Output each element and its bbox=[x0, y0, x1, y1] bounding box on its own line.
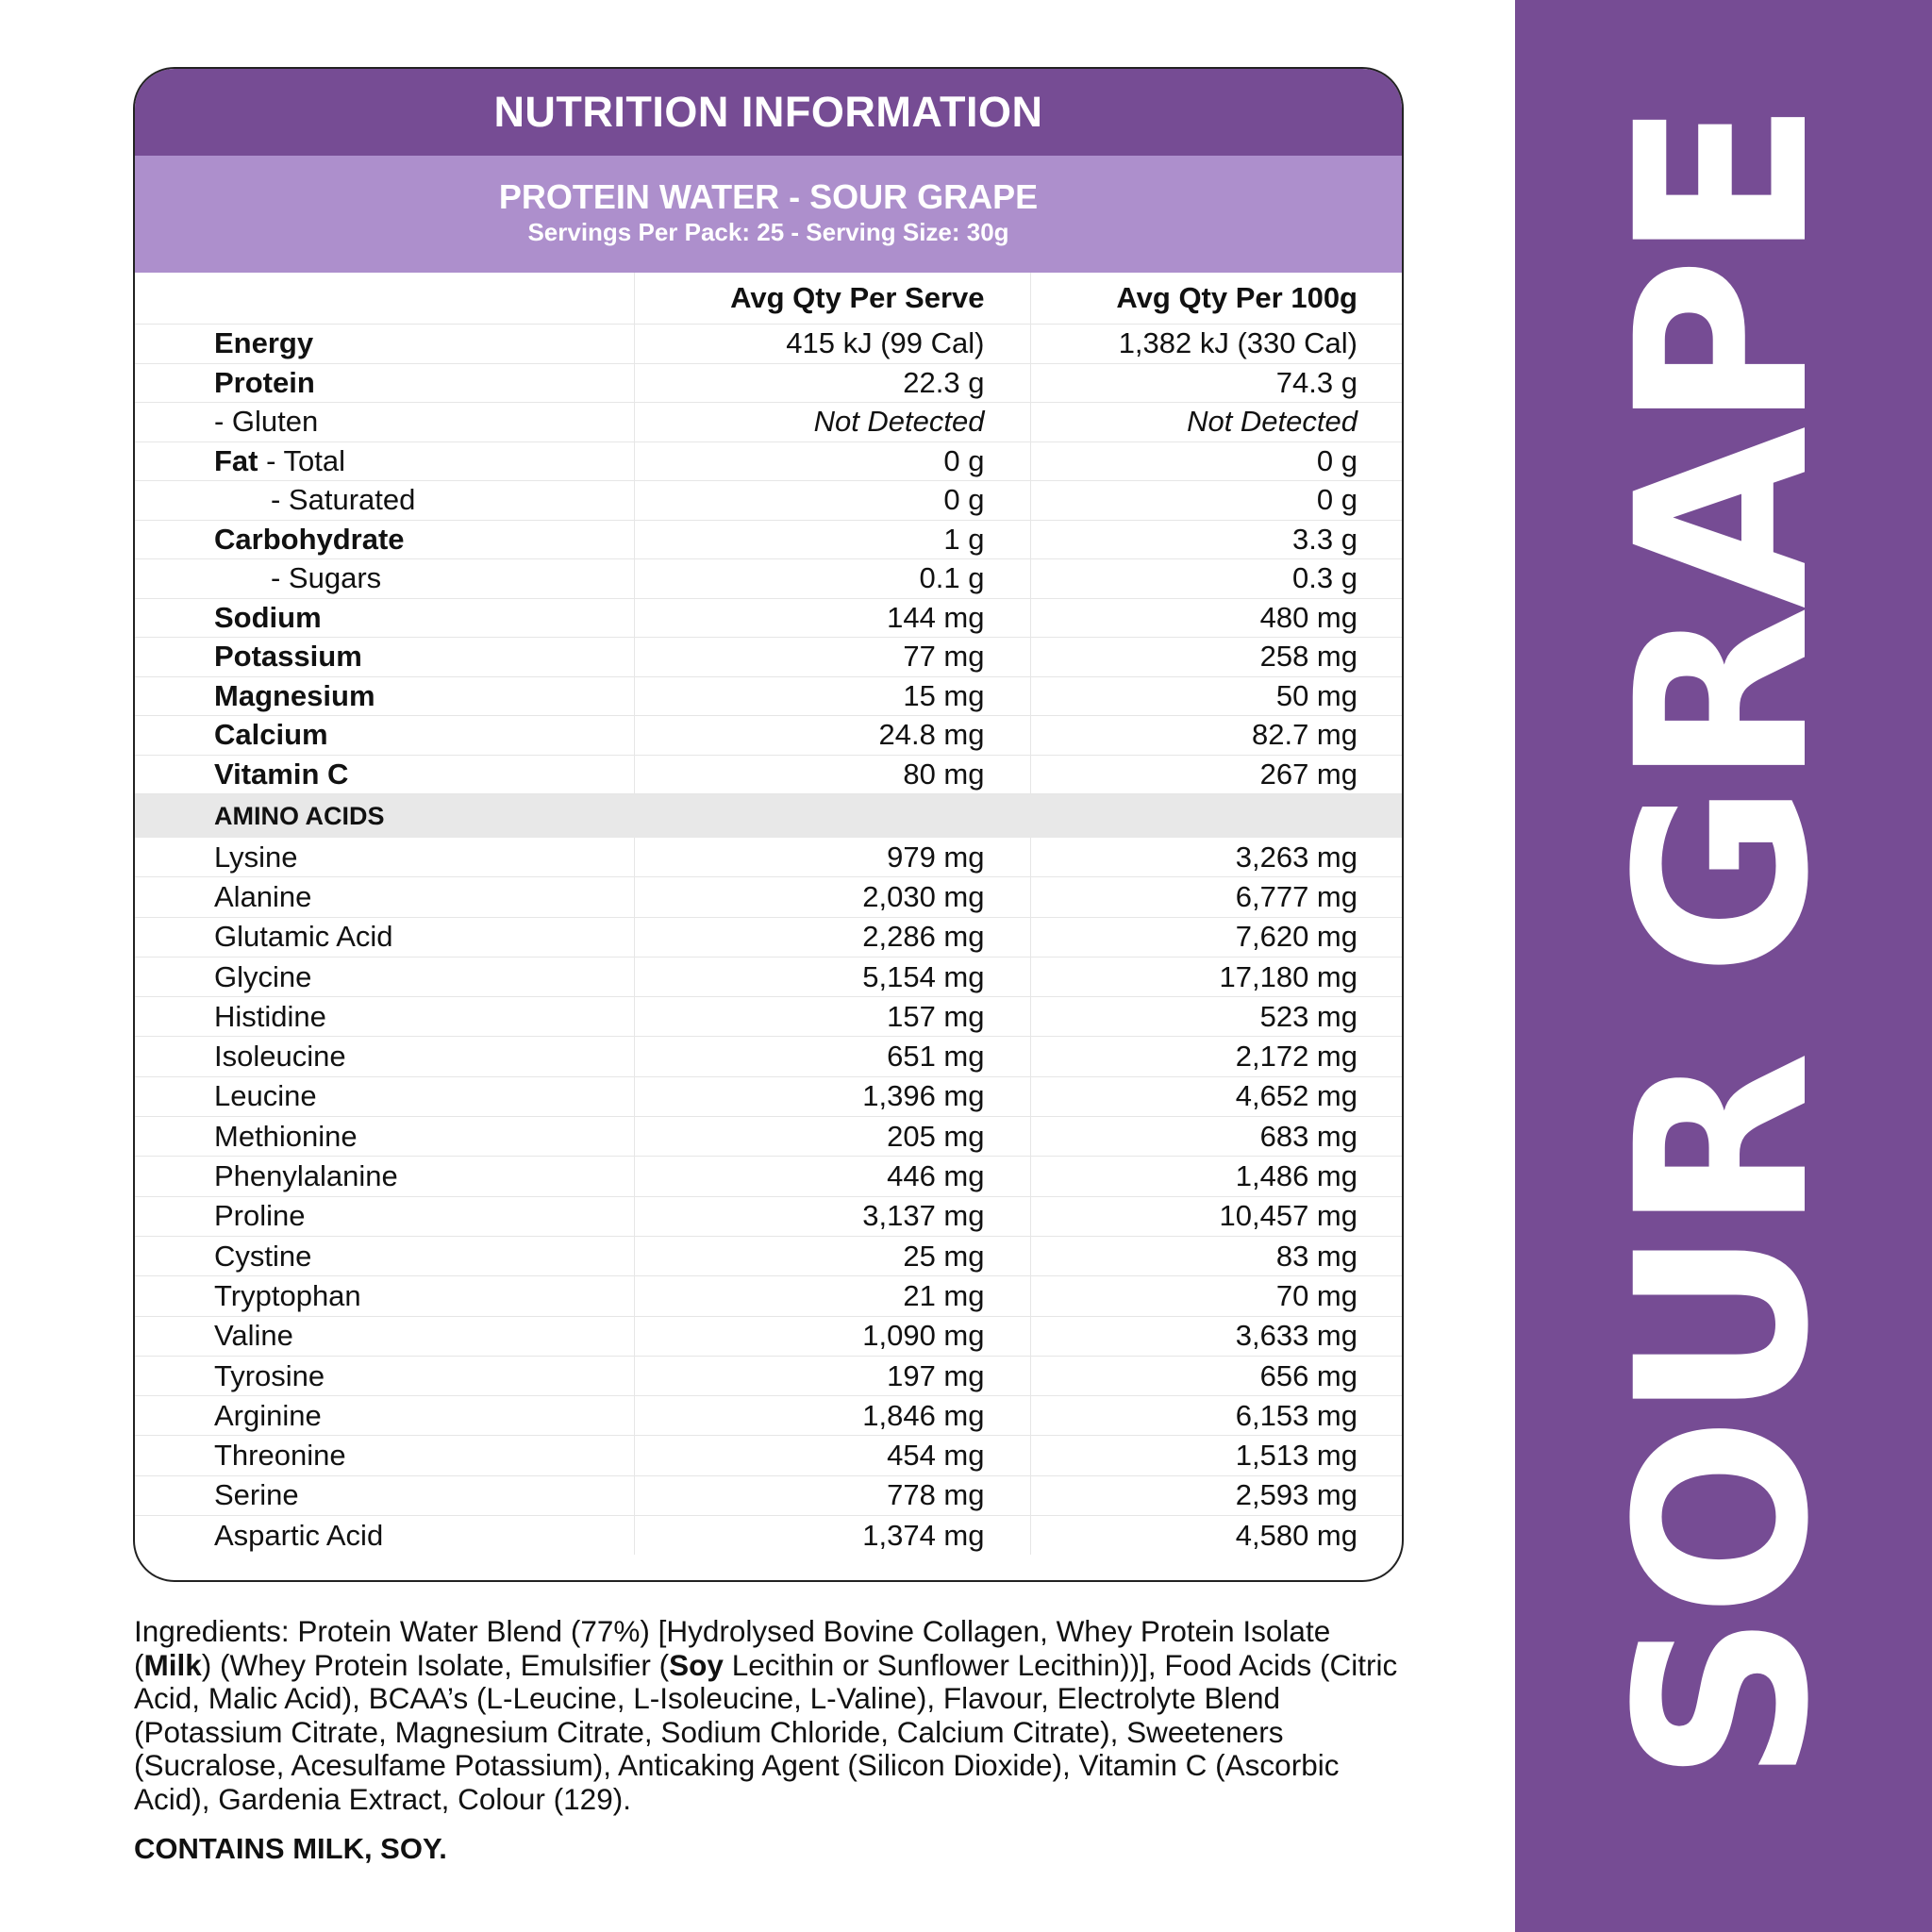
row-saturated bbox=[135, 481, 1402, 521]
nutrient-label: Aspartic Acid bbox=[214, 1518, 384, 1552]
per-100g-value: 267 mg bbox=[1030, 755, 1402, 794]
per-100g-value: 2,172 mg bbox=[1030, 1037, 1402, 1076]
row-energy bbox=[135, 325, 1402, 364]
per-100g-value: 0.3 g bbox=[1030, 559, 1402, 599]
per-100g-value: 683 mg bbox=[1030, 1117, 1402, 1157]
row-vitamin-c bbox=[135, 755, 1402, 794]
allergen-statement: CONTAINS MILK, SOY. bbox=[134, 1832, 447, 1865]
nutrient-label: Lysine bbox=[135, 838, 634, 877]
per-100g-value: 82.7 mg bbox=[1030, 716, 1402, 756]
nutrient-label: Serine bbox=[135, 1475, 634, 1515]
per-serve-value: 1,846 mg bbox=[634, 1396, 1030, 1436]
per-100g-value: 0 g bbox=[1030, 441, 1402, 481]
per-serve-value: 979 mg bbox=[634, 838, 1030, 877]
nutrient-label: Glycine bbox=[135, 957, 634, 996]
per-serve-value: 15 mg bbox=[634, 676, 1030, 716]
per-100g-value: 6,777 mg bbox=[1030, 877, 1402, 917]
nutrient-label: Phenylalanine bbox=[135, 1157, 634, 1196]
per-serve-value: 1 g bbox=[634, 520, 1030, 559]
row-potassium bbox=[135, 638, 1402, 677]
per-100g-value: 656 mg bbox=[1030, 1356, 1402, 1395]
per-serve-value: 1,374 mg bbox=[634, 1516, 1030, 1556]
flavour-side-banner bbox=[1515, 0, 1932, 1932]
flavour-side-label: SOUR GRAPE bbox=[1586, 103, 1860, 1784]
nutrient-label: Methionine bbox=[135, 1117, 634, 1157]
amino-acids-title: AMINO ACIDS bbox=[135, 794, 1402, 839]
row-sodium bbox=[135, 598, 1402, 638]
table-row bbox=[135, 1516, 1402, 1556]
nutrient-label: Threonine bbox=[135, 1436, 634, 1475]
nutrient-label: - Saturated bbox=[135, 481, 634, 521]
allergen-soy: Soy bbox=[669, 1647, 724, 1682]
nutrient-label: Calcium bbox=[135, 716, 634, 756]
per-serve-value: Not Detected bbox=[634, 403, 1030, 442]
per-serve-value: 2,030 mg bbox=[634, 877, 1030, 917]
per-100g-value: 6,153 mg bbox=[1030, 1396, 1402, 1436]
table-row bbox=[135, 1276, 1402, 1316]
nutrient-label: Alanine bbox=[135, 877, 634, 917]
per-serve-value: 77 mg bbox=[634, 638, 1030, 677]
row-calcium bbox=[135, 716, 1402, 756]
table-row bbox=[135, 1157, 1402, 1196]
per-100g-value: 74.3 g bbox=[1030, 363, 1402, 403]
table-row bbox=[135, 917, 1402, 957]
nutrient-label: Isoleucine bbox=[135, 1037, 634, 1076]
nutrient-label: Magnesium bbox=[135, 676, 634, 716]
nutrient-label: Sodium bbox=[135, 598, 634, 638]
panel-title: NUTRITION INFORMATION bbox=[135, 69, 1402, 156]
per-serve-value: 651 mg bbox=[634, 1037, 1030, 1076]
per-serve-value: 24.8 mg bbox=[634, 716, 1030, 756]
per-serve-value: 205 mg bbox=[634, 1117, 1030, 1157]
per-100g-value: 523 mg bbox=[1030, 997, 1402, 1037]
per-serve-value: 446 mg bbox=[634, 1157, 1030, 1196]
nutrient-label: Energy bbox=[135, 325, 634, 364]
table-row bbox=[135, 1436, 1402, 1475]
nutrient-label: - Sugars bbox=[135, 559, 634, 599]
per-100g-value: 3,633 mg bbox=[1030, 1316, 1402, 1356]
allergen-milk: Milk bbox=[143, 1647, 202, 1682]
per-100g-value: 4,580 mg bbox=[1030, 1516, 1402, 1556]
ingredients-text-2: ) (Whey Protein Isolate, Emulsifier ( bbox=[201, 1647, 670, 1682]
per-100g-value: 480 mg bbox=[1030, 598, 1402, 638]
per-100g-value: 17,180 mg bbox=[1030, 957, 1402, 996]
per-serve-value: 197 mg bbox=[634, 1356, 1030, 1395]
table-row bbox=[135, 1396, 1402, 1436]
nutrition-panel bbox=[133, 67, 1404, 1582]
nutrient-label: Arginine bbox=[135, 1396, 634, 1436]
per-serve-value: 5,154 mg bbox=[634, 957, 1030, 996]
nutrient-label: Protein bbox=[135, 363, 634, 403]
table-row bbox=[135, 1316, 1402, 1356]
per-serve-value: 80 mg bbox=[634, 755, 1030, 794]
per-serve-value: 21 mg bbox=[634, 1276, 1030, 1316]
nutrient-label: - Gluten bbox=[135, 403, 634, 442]
table-row bbox=[135, 1196, 1402, 1236]
per-100g-value: 3.3 g bbox=[1030, 520, 1402, 559]
per-serve-value: 1,090 mg bbox=[634, 1316, 1030, 1356]
nutrient-label: Proline bbox=[135, 1196, 634, 1236]
nutrient-label: Valine bbox=[135, 1316, 634, 1356]
per-serve-value: 0 g bbox=[634, 481, 1030, 521]
per-serve-value: 1,396 mg bbox=[634, 1076, 1030, 1116]
amino-acids-section-header bbox=[135, 794, 1402, 839]
table-row bbox=[135, 1475, 1402, 1515]
product-header bbox=[135, 156, 1402, 273]
per-serve-value: 22.3 g bbox=[634, 363, 1030, 403]
table-row bbox=[135, 997, 1402, 1037]
per-100g-value: 1,513 mg bbox=[1030, 1436, 1402, 1475]
fat-total-suffix: - Total bbox=[258, 443, 345, 477]
fat-label: Fat bbox=[214, 443, 258, 477]
row-fat-total bbox=[135, 441, 1402, 481]
per-100g-value: 7,620 mg bbox=[1030, 917, 1402, 957]
per-100g-value: 70 mg bbox=[1030, 1276, 1402, 1316]
per-100g-value: 83 mg bbox=[1030, 1236, 1402, 1275]
header-per-100g: Avg Qty Per 100g bbox=[1030, 273, 1402, 325]
per-100g-value: 3,263 mg bbox=[1030, 838, 1402, 877]
per-100g-value: 10,457 mg bbox=[1030, 1196, 1402, 1236]
per-100g-value: 0 g bbox=[1030, 481, 1402, 521]
header-nutrient bbox=[135, 273, 634, 325]
row-gluten bbox=[135, 403, 1402, 442]
table-row bbox=[135, 957, 1402, 996]
nutrient-label: Carbohydrate bbox=[135, 520, 634, 559]
per-serve-value: 2,286 mg bbox=[634, 917, 1030, 957]
per-100g-value: 50 mg bbox=[1030, 676, 1402, 716]
nutrient-label: Vitamin C bbox=[135, 755, 634, 794]
amino-acids-rows bbox=[135, 838, 1402, 1555]
ingredients-text-1: Ingredients: Protein Water Blend (77%) [Hydrolysed Bovine Collagen, Whey Protein Isolate ( bbox=[134, 1614, 1331, 1682]
ingredients-statement bbox=[134, 1615, 1398, 1816]
row-magnesium bbox=[135, 676, 1402, 716]
per-serve-value: 157 mg bbox=[634, 997, 1030, 1037]
per-100g-value: 1,486 mg bbox=[1030, 1157, 1402, 1196]
row-sugars bbox=[135, 559, 1402, 599]
per-serve-value: 25 mg bbox=[634, 1236, 1030, 1275]
column-headers bbox=[135, 273, 1402, 325]
nutrient-label: Tyrosine bbox=[135, 1356, 634, 1395]
nutrient-label: Potassium bbox=[135, 638, 634, 677]
table-row bbox=[135, 1117, 1402, 1157]
row-protein bbox=[135, 363, 1402, 403]
per-100g-value: 1,382 kJ (330 Cal) bbox=[1030, 325, 1402, 364]
per-serve-value: 778 mg bbox=[634, 1475, 1030, 1515]
row-carbohydrate bbox=[135, 520, 1402, 559]
table-row bbox=[135, 838, 1402, 877]
per-serve-value: 144 mg bbox=[634, 598, 1030, 638]
serving-info: Servings Per Pack: 25 - Serving Size: 30g bbox=[527, 218, 1009, 246]
per-100g-value: 258 mg bbox=[1030, 638, 1402, 677]
table-row bbox=[135, 1356, 1402, 1395]
header-per-serve: Avg Qty Per Serve bbox=[634, 273, 1030, 325]
table-row bbox=[135, 1037, 1402, 1076]
table-row bbox=[135, 1076, 1402, 1116]
ingredients-text-3: Lecithin or Sunflower Lecithin))], Food Acids (Citric Acid, Malic Acid), BCAA’s (L-Leucine, L-Isoleucine, L-Valine), Flavour, Electrolyte Blend (Potassium Citrate, Magnesium Citrate, Sodium Chloride, Calcium Citrate), Sweeteners (Sucralose, Acesulfame Potassium), Anticaking Agent (Silicon Dioxide), Vitamin C (Ascorbic Acid), Gardenia Extract, Colour (129). bbox=[134, 1647, 1398, 1816]
nutrient-label: Tryptophan bbox=[135, 1276, 634, 1316]
per-100g-value: Not Detected bbox=[1030, 403, 1402, 442]
per-100g-value: 4,652 mg bbox=[1030, 1076, 1402, 1116]
nutrient-label: Histidine bbox=[135, 997, 634, 1037]
per-serve-value: 454 mg bbox=[634, 1436, 1030, 1475]
product-name: PROTEIN WATER - SOUR GRAPE bbox=[498, 177, 1039, 216]
table-row bbox=[135, 1236, 1402, 1275]
per-serve-value: 0.1 g bbox=[634, 559, 1030, 599]
per-serve-value: 415 kJ (99 Cal) bbox=[634, 325, 1030, 364]
nutrient-label: Leucine bbox=[135, 1076, 634, 1116]
nutrient-label: Cystine bbox=[135, 1236, 634, 1275]
per-serve-value: 0 g bbox=[634, 441, 1030, 481]
per-100g-value: 2,593 mg bbox=[1030, 1475, 1402, 1515]
nutrient-label: Glutamic Acid bbox=[135, 917, 634, 957]
nutrient-label bbox=[135, 441, 634, 481]
per-serve-value: 3,137 mg bbox=[634, 1196, 1030, 1236]
nutrition-table bbox=[135, 273, 1402, 1555]
table-row bbox=[135, 877, 1402, 917]
